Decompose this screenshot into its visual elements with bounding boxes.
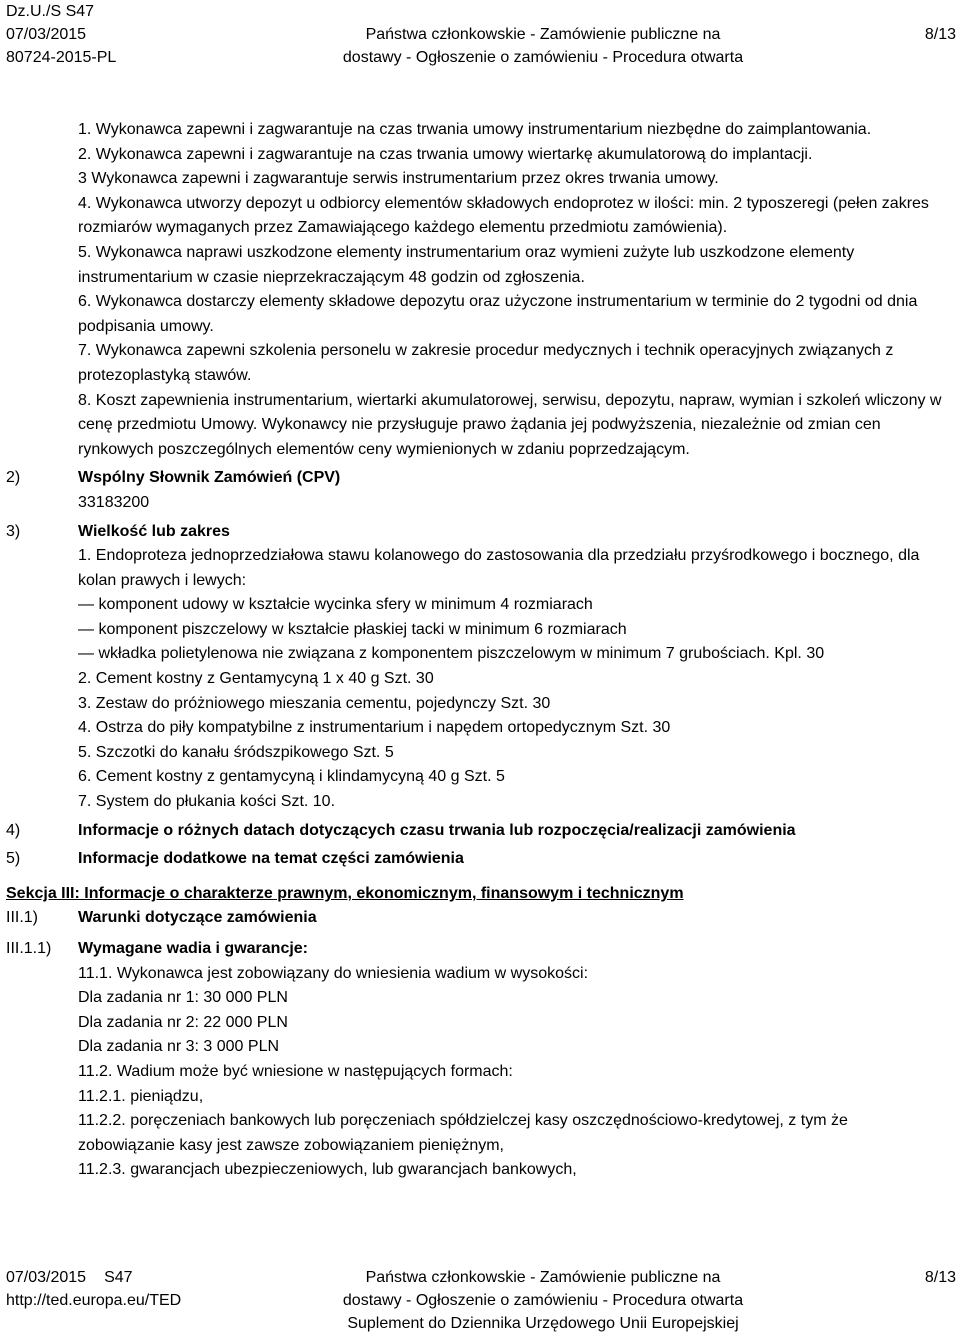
deposit-item: Dla zadania nr 3: 3 000 PLN bbox=[78, 1038, 280, 1056]
header-center bbox=[0, 0, 960, 69]
section-number: 3) bbox=[6, 522, 21, 540]
journal-ref: Dz.U./S S47 bbox=[6, 3, 95, 20]
footer-date-series: 07/03/2015 S47 bbox=[6, 1269, 133, 1286]
header-title-2: dostawy - Ogłoszenie o zamówieniu - Procedura otwarta bbox=[342, 49, 744, 66]
deposit-item: Dla zadania nr 1: 30 000 PLN bbox=[78, 989, 288, 1007]
paragraph-7: 7. Wykonawca zapewni szkolenia personelu w zakresie procedur medycznych i technik operacyjnych związanych z protezoplastyką stawów. bbox=[78, 342, 894, 384]
deposit-item: 11.2. Wadium może być wniesione w następujących formach: bbox=[78, 1062, 513, 1080]
paragraph-3: 3 Wykonawca zapewni i zagwarantuje serwis instrumentarium przez okres trwania umowy. bbox=[78, 170, 719, 188]
paragraph-4: 4. Wykonawca utworzy depozyt u odbiorcy elementów składowych endoprotez w ilości: min. 2 typoszeregi (pełen zakres rozmiarów wymaganych przez Zamawiającego każdego elementu przedmiotu zamówienia). bbox=[78, 194, 929, 237]
section-additional-info bbox=[6, 847, 960, 872]
scope-item: 4. Ostrza do piły kompatybilne z instrumentarium i napędem ortopedycznym Szt. 30 bbox=[78, 719, 671, 737]
scope-item: 1. Endoproteza jednoprzedziałowa stawu kolanowego do zastosowania dla przedziału przyśrodkowego i bocznego, dla kolan prawych i lewych: bbox=[78, 547, 920, 589]
section-title: Wymagane wadia i gwarancje: bbox=[78, 940, 309, 957]
deposit-item: 11.2.1. pieniądzu, bbox=[78, 1087, 204, 1105]
scope-item: 7. System do płukania kości Szt. 10. bbox=[78, 793, 336, 811]
notice-number: 80724-2015-PL bbox=[6, 49, 117, 66]
section-number: III.1.1) bbox=[6, 940, 52, 957]
deposit-item: Dla zadania nr 2: 22 000 PLN bbox=[78, 1013, 288, 1031]
paragraph-1: 1. Wykonawca zapewni i zagwarantuje na czas trwania umowy instrumentarium niezbędne do zaimplantowania. bbox=[78, 121, 872, 138]
footer-title-1: Państwa członkowskie - Zamówienie publiczne na bbox=[365, 1269, 721, 1286]
header-title-1: Państwa członkowskie - Zamówienie publiczne na bbox=[365, 26, 721, 43]
scope-item: — komponent piszczelowy w kształcie płaskiej tacki w minimum 6 rozmiarach bbox=[78, 620, 627, 638]
deposit-item: 11.2.2. poręczeniach bankowych lub poręczeniach spółdzielczej kasy oszczędnościowo-kredytowej, z tym że zobowiązanie kasy jest zawsze zobowiązaniem pieniężnym, bbox=[78, 1112, 848, 1154]
scope-item: 2. Cement kostny z Gentamycyną 1 x 40 g Szt. 30 bbox=[78, 670, 434, 688]
section-dates bbox=[6, 819, 960, 844]
paragraph-5: 5. Wykonawca naprawi uszkodzone elementy instrumentarium oraz wymieni zużyte lub uszkodzone elementy instrumentarium w czasie nieprzekraczającym 48 godzin od zgłoszenia. bbox=[78, 243, 855, 286]
page-content bbox=[0, 118, 960, 1183]
footer-page-number: 8/13 bbox=[924, 1269, 956, 1286]
scope-item: — komponent udowy w kształcie wycinka sfery w minimum 4 rozmiarach bbox=[78, 596, 593, 614]
scope-item: 6. Cement kostny z gentamycyną i klindamycyną 40 g Szt. 5 bbox=[78, 768, 505, 786]
section-number: 5) bbox=[6, 850, 21, 868]
scope-item: 3. Zestaw do próżniowego mieszania cementu, pojedynczy Szt. 30 bbox=[78, 694, 551, 712]
section-title: Wspólny Słownik Zamówień (CPV) bbox=[78, 469, 341, 487]
section-title: Warunki dotyczące zamówienia bbox=[78, 909, 317, 927]
paragraph-2: 2. Wykonawca zapewni i zagwarantuje na czas trwania umowy wiertarkę akumulatorową do implantacji. bbox=[78, 145, 813, 163]
footer-supplement: Suplement do Dziennika Urzędowego Unii Europejskiej bbox=[347, 1315, 739, 1332]
section-iii-1 bbox=[6, 906, 960, 931]
scope-item: 5. Szczotki do kanału śródszpikowego Szt. 5 bbox=[78, 743, 394, 761]
section-title: Informacje o różnych datach dotyczących czasu trwania lub rozpoczęcia/realizacji zamówienia bbox=[78, 821, 796, 839]
section-iii-1-1 bbox=[6, 937, 960, 962]
header-date: 07/03/2015 bbox=[6, 26, 87, 43]
paragraph-8: 8. Koszt zapewnienia instrumentarium, wiertarki akumulatorowej, serwisu, depozytu, napraw, wymian i szkoleń wliczony w cenę przedmiotu Umowy. Wykonawcy nie przysługuje prawo żądania jej podwyższenia, niezależnie od zmian cen rynkowych poszczególnych elementów ceny wymienionych w zdaniu poprzedzającym. bbox=[78, 391, 942, 458]
section-number: 4) bbox=[6, 821, 21, 839]
footer-title-2: dostawy - Ogłoszenie o zamówieniu - Procedura otwarta bbox=[342, 1292, 744, 1309]
section-iii-heading: Sekcja III: Informacje o charakterze prawnym, ekonomicznym, finansowym i technicznym bbox=[6, 884, 684, 902]
section-number: 2) bbox=[6, 469, 21, 487]
footer-center bbox=[0, 1266, 960, 1335]
scope-item: — wkładka polietylenowa nie związana z komponentem piszczelowym w minimum 7 grubościach. Kpl. 30 bbox=[78, 645, 825, 663]
section-scope bbox=[6, 520, 960, 545]
cpv-code: 33183200 bbox=[78, 493, 150, 511]
section-title: Informacje dodatkowe na temat części zamówienia bbox=[78, 850, 464, 868]
section-cpv bbox=[6, 466, 960, 491]
deposit-item: 11.1. Wykonawca jest zobowiązany do wniesienia wadium w wysokości: bbox=[78, 964, 589, 982]
paragraph-6: 6. Wykonawca dostarczy elementy składowe depozytu oraz użyczone instrumentarium w terminie do 2 tygodni od dnia podpisania umowy. bbox=[78, 293, 918, 335]
section-title: Wielkość lub zakres bbox=[78, 522, 230, 540]
header-page-number: 8/13 bbox=[924, 26, 956, 43]
footer-url: http://ted.europa.eu/TED bbox=[6, 1292, 182, 1309]
deposit-item: 11.2.3. gwarancjach ubezpieczeniowych, lub gwarancjach bankowych, bbox=[78, 1161, 577, 1179]
section-number: III.1) bbox=[6, 909, 39, 927]
